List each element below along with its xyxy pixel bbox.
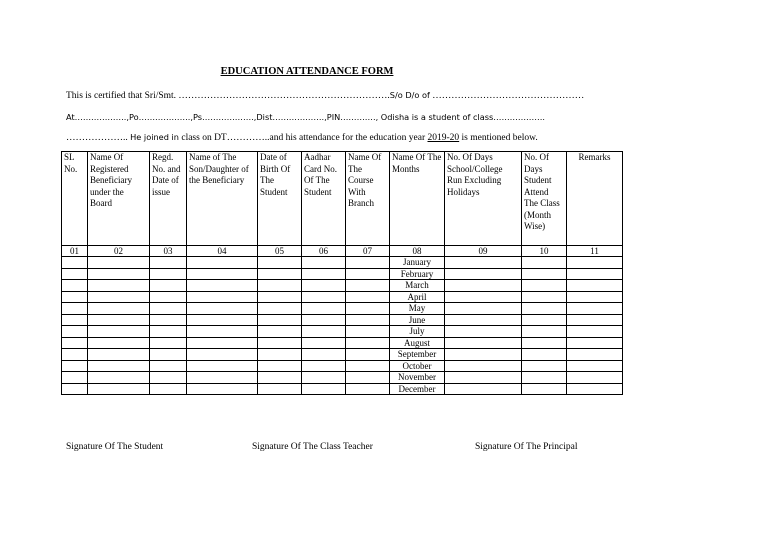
blank-cell bbox=[522, 349, 567, 361]
month-cell: October bbox=[390, 360, 445, 372]
blank-cell bbox=[62, 383, 88, 395]
column-number: 06 bbox=[302, 246, 346, 257]
blank-cell bbox=[88, 326, 150, 338]
relation-label: S/o D/o of bbox=[389, 90, 430, 100]
column-number: 03 bbox=[150, 246, 187, 257]
blank-cell bbox=[522, 326, 567, 338]
blank-cell bbox=[88, 257, 150, 269]
column-number: 02 bbox=[88, 246, 150, 257]
table-row bbox=[62, 326, 623, 338]
blank-cell bbox=[88, 383, 150, 395]
blank-cell bbox=[258, 268, 302, 280]
blank-cell bbox=[302, 337, 346, 349]
blank-cell bbox=[445, 326, 522, 338]
blank-cell bbox=[62, 268, 88, 280]
table-row bbox=[62, 314, 623, 326]
joining-text-end: is mentioned below. bbox=[459, 133, 538, 143]
blank-cell bbox=[567, 337, 623, 349]
month-cell: December bbox=[390, 383, 445, 395]
blank-cell bbox=[346, 291, 390, 303]
attendance-table bbox=[61, 151, 623, 395]
blank-cell bbox=[88, 372, 150, 384]
month-cell: November bbox=[390, 372, 445, 384]
blank-cell bbox=[522, 291, 567, 303]
header-days-attended: No. Of Days Student Attend The Class (Month Wise) bbox=[522, 152, 567, 246]
column-number: 01 bbox=[62, 246, 88, 257]
month-cell: February bbox=[390, 268, 445, 280]
blank-cell bbox=[150, 303, 187, 315]
blank-cell bbox=[258, 280, 302, 292]
month-cell: April bbox=[390, 291, 445, 303]
blank-cell bbox=[445, 383, 522, 395]
month-rows bbox=[62, 257, 623, 395]
header-course: Name Of The Course With Branch bbox=[346, 152, 390, 246]
blank-cell bbox=[302, 360, 346, 372]
blank-cell bbox=[445, 303, 522, 315]
blank-cell bbox=[567, 291, 623, 303]
blank-cell bbox=[187, 372, 258, 384]
blank-cell bbox=[302, 257, 346, 269]
blank-cell bbox=[258, 326, 302, 338]
blank-cell bbox=[88, 303, 150, 315]
blank-cell bbox=[258, 303, 302, 315]
blank-cell bbox=[567, 360, 623, 372]
class-teacher-signature: Signature Of The Class Teacher bbox=[252, 442, 373, 452]
blank-cell bbox=[445, 337, 522, 349]
address-line: At……………….,Po……………….,Ps……………….,Dist……………….,PIN…………., Odisha is a student of class………………. bbox=[66, 112, 545, 122]
blank-cell bbox=[567, 349, 623, 361]
blank-cell bbox=[445, 280, 522, 292]
table-row bbox=[62, 360, 623, 372]
blank-cell bbox=[62, 303, 88, 315]
education-year: 2019-20 bbox=[427, 133, 460, 143]
blank-cell bbox=[150, 360, 187, 372]
table-row bbox=[62, 349, 623, 361]
blank-cell bbox=[258, 291, 302, 303]
blank-cell bbox=[302, 383, 346, 395]
blank-cell bbox=[445, 314, 522, 326]
header-aadhar: Aadhar Card No. Of The Student bbox=[302, 152, 346, 246]
blank-cell bbox=[88, 349, 150, 361]
name-blank: This is certified that Sri/Smt. …………………………………………………………. bbox=[66, 91, 390, 101]
header-row bbox=[62, 152, 623, 246]
blank-cell bbox=[150, 337, 187, 349]
blank-cell bbox=[62, 257, 88, 269]
blank-cell bbox=[62, 280, 88, 292]
table-row bbox=[62, 337, 623, 349]
blank-cell bbox=[258, 337, 302, 349]
table-row bbox=[62, 280, 623, 292]
blank-cell bbox=[187, 326, 258, 338]
column-number: 11 bbox=[567, 246, 623, 257]
blank-cell bbox=[88, 268, 150, 280]
blank-cell bbox=[522, 372, 567, 384]
blank-cell bbox=[150, 383, 187, 395]
blank-cell bbox=[187, 337, 258, 349]
month-cell: May bbox=[390, 303, 445, 315]
blank-cell bbox=[445, 257, 522, 269]
header-beneficiary-name: Name Of Registered Beneficiary under the Board bbox=[88, 152, 150, 246]
blank-cell bbox=[522, 268, 567, 280]
header-regd-no: Regd. No. and Date of issue bbox=[150, 152, 187, 246]
header-sl-no: SL No. bbox=[62, 152, 88, 246]
blank-cell bbox=[258, 360, 302, 372]
blank-cell bbox=[522, 383, 567, 395]
blank-cell bbox=[150, 291, 187, 303]
blank-cell bbox=[88, 360, 150, 372]
month-cell: January bbox=[390, 257, 445, 269]
student-signature: Signature Of The Student bbox=[66, 442, 164, 452]
blank-cell bbox=[567, 314, 623, 326]
blank-cell bbox=[62, 372, 88, 384]
blank-cell bbox=[302, 291, 346, 303]
blank-cell bbox=[445, 372, 522, 384]
joining-line bbox=[66, 132, 656, 143]
blank-cell bbox=[187, 268, 258, 280]
blank-cell bbox=[62, 291, 88, 303]
blank-cell bbox=[522, 303, 567, 315]
blank-cell bbox=[88, 314, 150, 326]
blank-cell bbox=[62, 337, 88, 349]
header-date-of-birth: Date of Birth Of The Student bbox=[258, 152, 302, 246]
header-months: Name Of The Months bbox=[390, 152, 445, 246]
blank-cell bbox=[346, 326, 390, 338]
month-cell: August bbox=[390, 337, 445, 349]
blank-cell bbox=[150, 349, 187, 361]
certification-line bbox=[66, 90, 656, 101]
header-son-daughter-name: Name of The Son/Daughter of the Beneficiary bbox=[187, 152, 258, 246]
blank-cell bbox=[346, 349, 390, 361]
blank-cell bbox=[187, 303, 258, 315]
table-row bbox=[62, 372, 623, 384]
header-remarks: Remarks bbox=[567, 152, 623, 246]
blank-cell bbox=[150, 268, 187, 280]
month-cell: July bbox=[390, 326, 445, 338]
month-cell: September bbox=[390, 349, 445, 361]
column-number: 07 bbox=[346, 246, 390, 257]
blank-cell bbox=[346, 360, 390, 372]
blank-cell bbox=[346, 268, 390, 280]
blank-cell bbox=[567, 383, 623, 395]
blank-cell bbox=[187, 280, 258, 292]
blank-cell bbox=[150, 257, 187, 269]
blank-cell bbox=[567, 268, 623, 280]
blank-cell bbox=[62, 326, 88, 338]
blank-cell bbox=[150, 372, 187, 384]
blank-cell bbox=[346, 280, 390, 292]
blank-cell bbox=[445, 268, 522, 280]
parent-blank: ………………………………………… bbox=[429, 91, 585, 101]
joined-label: He joined in bbox=[130, 132, 179, 142]
blank-cell bbox=[302, 280, 346, 292]
blank-cell bbox=[302, 326, 346, 338]
table-row bbox=[62, 303, 623, 315]
blank-cell bbox=[302, 372, 346, 384]
column-number: 08 bbox=[390, 246, 445, 257]
blank-cell bbox=[187, 314, 258, 326]
principal-signature: Signature Of The Principal bbox=[475, 442, 578, 452]
blank-cell bbox=[522, 257, 567, 269]
blank-cell bbox=[302, 268, 346, 280]
blank-cell bbox=[346, 303, 390, 315]
blank-cell bbox=[445, 360, 522, 372]
blank-cell bbox=[567, 326, 623, 338]
column-number: 05 bbox=[258, 246, 302, 257]
table-row bbox=[62, 268, 623, 280]
blank-cell bbox=[187, 257, 258, 269]
joining-text: class on DT…………..and his attendance for the education year bbox=[178, 133, 428, 143]
blank-cell bbox=[88, 280, 150, 292]
blank-cell bbox=[302, 303, 346, 315]
blank-cell bbox=[567, 280, 623, 292]
blank-cell bbox=[302, 349, 346, 361]
blank-cell bbox=[302, 314, 346, 326]
blank-cell bbox=[187, 349, 258, 361]
blank-cell bbox=[62, 360, 88, 372]
blank-cell bbox=[445, 291, 522, 303]
header-days-run: No. Of Days School/College Run Excluding Holidays bbox=[445, 152, 522, 246]
blank-cell bbox=[187, 383, 258, 395]
blank-cell bbox=[88, 291, 150, 303]
blank-cell bbox=[522, 337, 567, 349]
blank-cell bbox=[346, 314, 390, 326]
blank-cell bbox=[522, 360, 567, 372]
blank-cell bbox=[258, 314, 302, 326]
table-row bbox=[62, 291, 623, 303]
blank-cell bbox=[522, 314, 567, 326]
blank-cell bbox=[522, 280, 567, 292]
month-cell: June bbox=[390, 314, 445, 326]
blank-cell bbox=[258, 383, 302, 395]
column-number: 04 bbox=[187, 246, 258, 257]
blank-cell bbox=[445, 349, 522, 361]
blank-cell bbox=[346, 372, 390, 384]
blank-cell bbox=[258, 257, 302, 269]
blank-cell bbox=[346, 383, 390, 395]
column-number: 09 bbox=[445, 246, 522, 257]
table-row bbox=[62, 257, 623, 269]
blank-cell bbox=[567, 303, 623, 315]
blank-cell bbox=[150, 314, 187, 326]
blank-cell bbox=[62, 314, 88, 326]
blank-cell bbox=[62, 349, 88, 361]
blank-cell bbox=[187, 291, 258, 303]
blank-cell bbox=[258, 372, 302, 384]
form-title: EDUCATION ATTENDANCE FORM bbox=[220, 66, 394, 77]
table-row bbox=[62, 383, 623, 395]
class-blank: ……………….. bbox=[66, 133, 131, 143]
blank-cell bbox=[150, 280, 187, 292]
blank-cell bbox=[150, 326, 187, 338]
blank-cell bbox=[258, 349, 302, 361]
blank-cell bbox=[346, 257, 390, 269]
column-number: 10 bbox=[522, 246, 567, 257]
blank-cell bbox=[567, 372, 623, 384]
column-number-row bbox=[62, 246, 623, 257]
blank-cell bbox=[88, 337, 150, 349]
month-cell: March bbox=[390, 280, 445, 292]
blank-cell bbox=[567, 257, 623, 269]
blank-cell bbox=[187, 360, 258, 372]
blank-cell bbox=[346, 337, 390, 349]
